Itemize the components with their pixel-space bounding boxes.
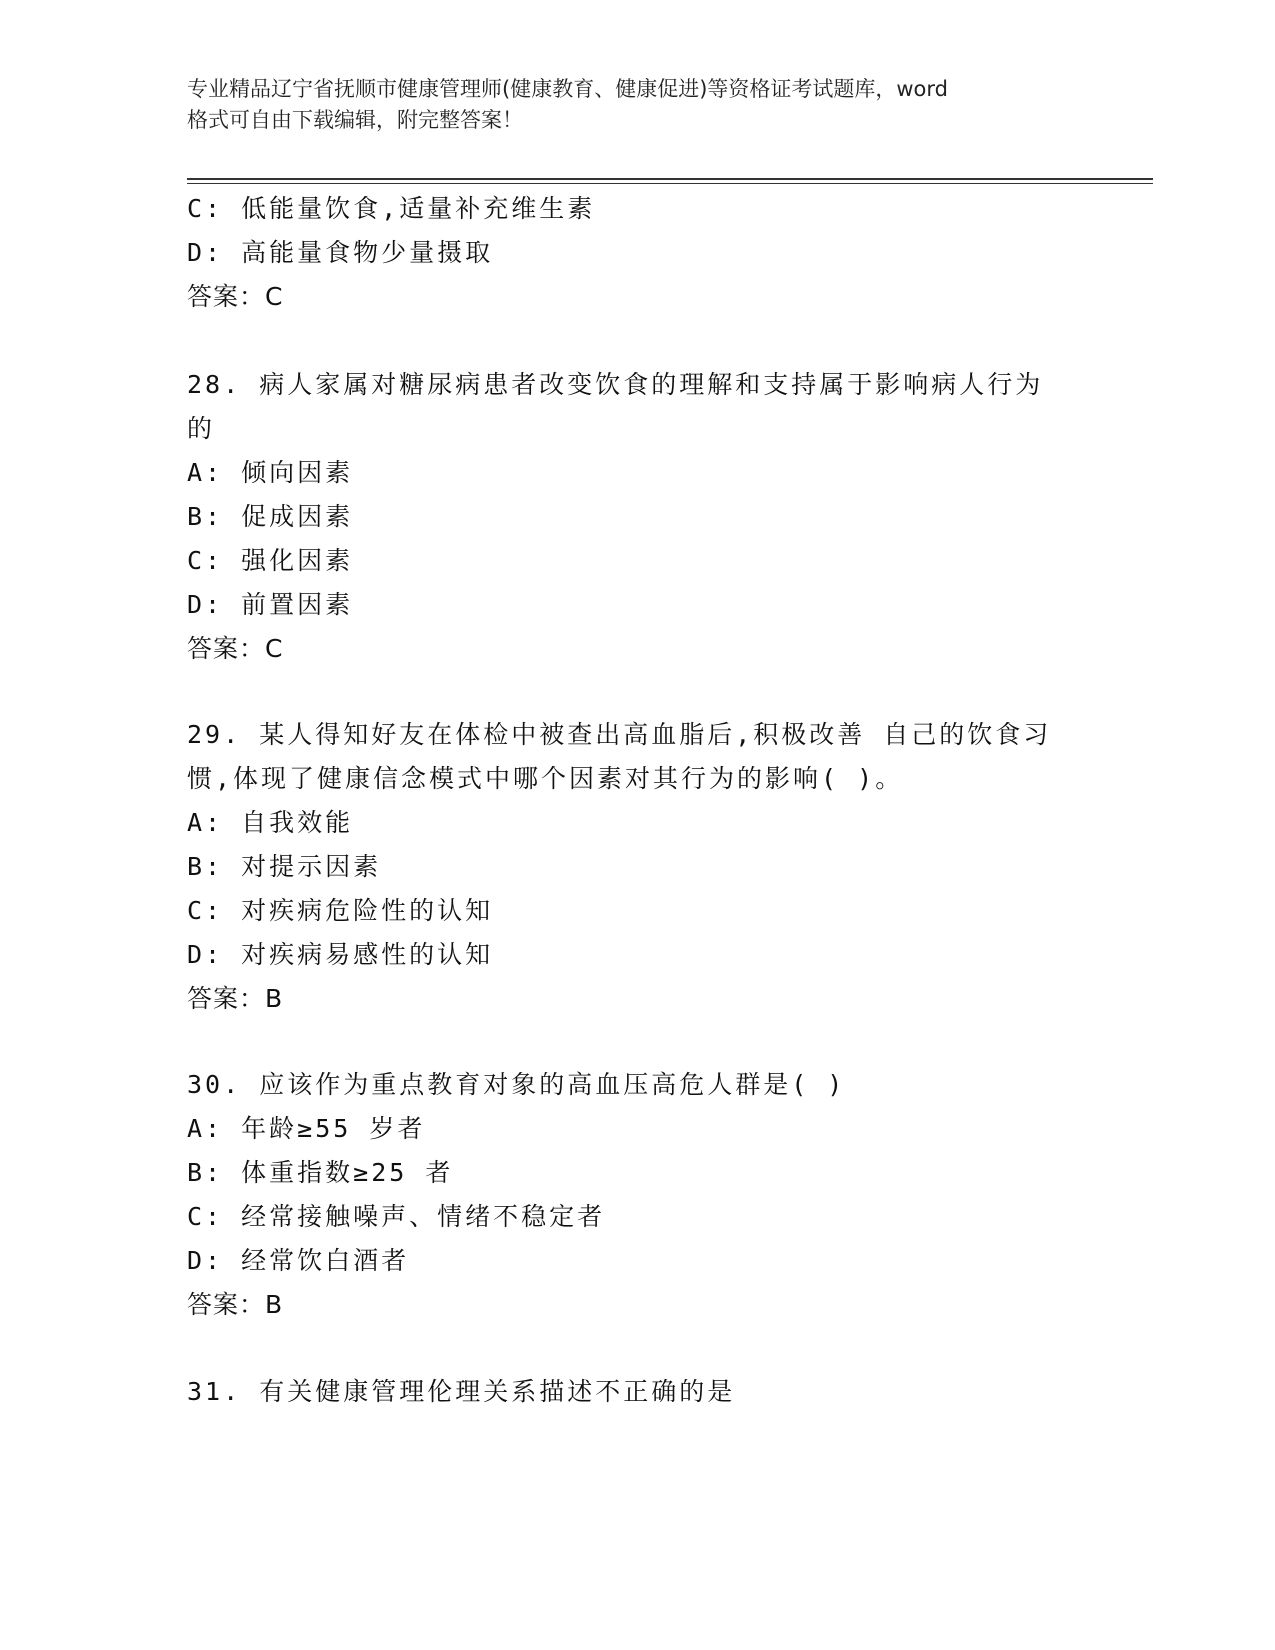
q28-option-a: A: 倾向因素 — [187, 458, 354, 487]
q30-option-c: C: 经常接触噪声、情绪不稳定者 — [187, 1202, 606, 1231]
header-line-2: 格式可自由下载编辑，附完整答案！ — [187, 108, 523, 132]
q30-option-b: B: 体重指数≥25 者 — [187, 1158, 454, 1187]
q28-stem-line-2: 的 — [187, 414, 216, 443]
q27-option-d: D: 高能量食物少量摄取 — [187, 238, 494, 267]
q28-option-d: D: 前置因素 — [187, 590, 354, 619]
header-line-1: 专业精品辽宁省抚顺市健康管理师(健康教育、健康促进)等资格证考试题库，word — [187, 77, 949, 101]
q27-answer: 答案：C — [187, 282, 284, 311]
q29-answer: 答案：B — [187, 984, 284, 1013]
q28-stem-line-1: 28. 病人家属对糖尿病患者改变饮食的理解和支持属于影响病人行为 — [187, 370, 1044, 399]
q29-stem-line-1: 29. 某人得知好友在体检中被查出高血脂后,积极改善 自己的饮食习 — [187, 720, 1052, 749]
document-header — [187, 74, 1087, 136]
q27-option-c: C: 低能量饮食,适量补充维生素 — [187, 194, 596, 223]
q30-stem-line-1: 30. 应该作为重点教育对象的高血压高危人群是( ) — [187, 1070, 846, 1099]
q28-answer: 答案：C — [187, 634, 284, 663]
q29-option-a: A: 自我效能 — [187, 808, 354, 837]
q29-stem-line-2: 惯,体现了健康信念模式中哪个因素对其行为的影响( )。 — [187, 764, 904, 793]
q29-option-b: B: 对提示因素 — [187, 852, 382, 881]
q28-option-b: B: 促成因素 — [187, 502, 354, 531]
q30-option-d: D: 经常饮白酒者 — [187, 1246, 410, 1275]
q29-option-d: D: 对疾病易感性的认知 — [187, 940, 494, 969]
q29-option-c: C: 对疾病危险性的认知 — [187, 896, 494, 925]
q31-stem-line-1: 31. 有关健康管理伦理关系描述不正确的是 — [187, 1377, 736, 1406]
q30-option-a: A: 年龄≥55 岁者 — [187, 1114, 426, 1143]
header-divider-thin — [187, 183, 1153, 184]
q28-option-c: C: 强化因素 — [187, 546, 354, 575]
header-divider-thick — [187, 178, 1153, 180]
q30-answer: 答案：B — [187, 1290, 284, 1319]
